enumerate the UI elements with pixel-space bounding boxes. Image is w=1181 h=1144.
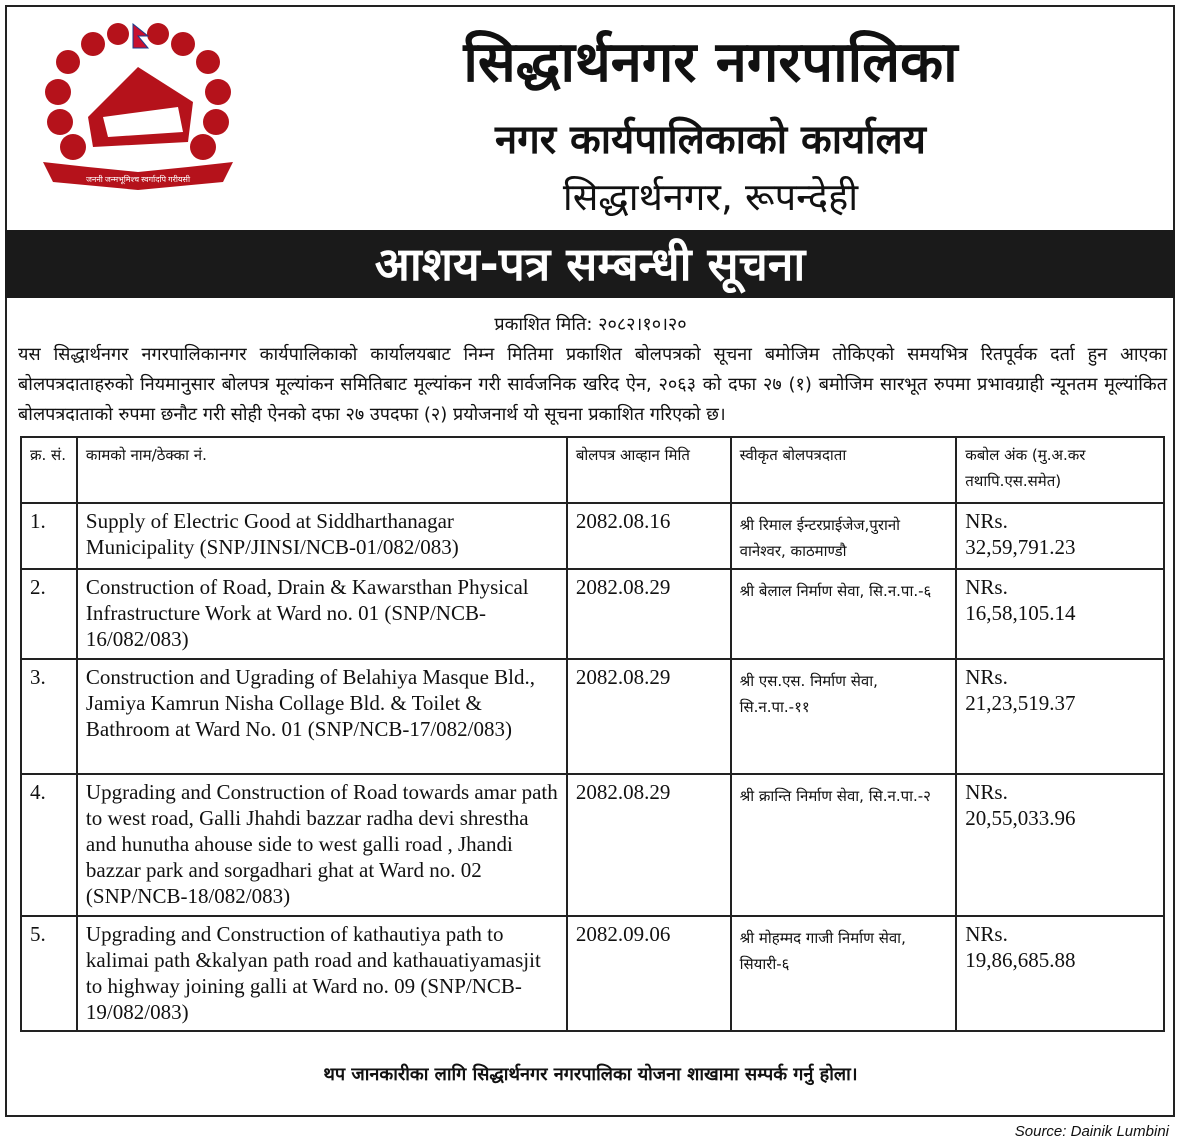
notice-body: यस सिद्धार्थनगर नगरपालिकानगर कार्यपालिकाको कार्यालयबाट निम्न मितिमा प्रकाशित बोलपत्रको सूचना बमोजिम तोकिएको समयभित्र रितपूर्वक दर्ता हुन आएका बोलपत्रदाताहरुको नियमानुसार बोलपत्र मूल्यांकन समितिबाट मूल्यांकन गरी सार्वजनिक खरिद ऐन, २०६३ को दफा २७ (१) बमोजिम सारभूत रुपमा प्रभावग्राही न्यूनतम मूल्यांकित बोलपत्रदाताको रुपमा छनौट गरी सोही ऐनको दफा २७ उपदफा (२) प्रयोजनार्थ यो सूचना प्रकाशित गरिएको छ।	[18, 344, 1167, 425]
amount-value: 19,86,685.88	[965, 948, 1076, 972]
amount-value: 32,59,791.23	[965, 535, 1076, 559]
table-row	[21, 916, 1164, 1031]
cell-sn: 4.	[21, 774, 77, 916]
amount-prefix: NRs.	[965, 922, 1008, 946]
cell-work: Supply of Electric Good at Siddharthanagar Municipality (SNP/JINSI/NCB-01/082/083)	[77, 503, 567, 569]
cell-amount	[956, 774, 1164, 916]
header-work: कामको नाम/ठेक्का नं.	[77, 437, 567, 503]
cell-amount	[956, 916, 1164, 1031]
cell-date: 2082.08.29	[567, 774, 731, 916]
award-table	[20, 436, 1165, 1032]
emblem-motto: जननी जन्मभूमिश्च स्वर्गादपि गरीयसी	[85, 175, 191, 184]
cell-work: Upgrading and Construction of Road towards amar path to west road, Galli Jhahdi bazzar radha devi shrestha and hunutha ahouse side to west galli road , Jhandi bazzar park and sorgadhari ghat at Ward no. 02 (SNP/NCB-18/082/083)	[77, 774, 567, 916]
notice-title: आशय-पत्र सम्बन्धी सूचना	[5, 230, 1175, 298]
amount-prefix: NRs.	[965, 575, 1008, 599]
header-bidder: स्वीकृत बोलपत्रदाता	[731, 437, 957, 503]
cell-bidder: श्री क्रान्ति निर्माण सेवा, सि.न.पा.-२	[731, 774, 957, 916]
cell-sn: 1.	[21, 503, 77, 569]
table-header-row	[21, 437, 1164, 503]
cell-sn: 5.	[21, 916, 77, 1031]
amount-prefix: NRs.	[965, 509, 1008, 533]
source-credit: Source: Dainik Lumbini	[1014, 1123, 1169, 1140]
cell-bidder: श्री मोहम्मद गाजी निर्माण सेवा, सियारी-६	[731, 916, 957, 1031]
table-row	[21, 503, 1164, 569]
location: सिद्धार्थनगर, रूपन्देही	[562, 175, 859, 219]
cell-amount	[956, 659, 1164, 774]
cell-date: 2082.08.29	[567, 659, 731, 774]
cell-amount	[956, 503, 1164, 569]
amount-value: 21,23,519.37	[965, 691, 1076, 715]
cell-date: 2082.09.06	[567, 916, 731, 1031]
office-title: नगर कार्यपालिकाको कार्यालय	[495, 117, 926, 163]
cell-bidder: श्री एस.एस. निर्माण सेवा, सि.न.पा.-११	[731, 659, 957, 774]
cell-work: Upgrading and Construction of kathautiya path to kalimai path &kalyan path road and kathauatiyamasjit to highway joining galli at Ward no. 09 (SNP/NCB-19/082/083)	[77, 916, 567, 1031]
table-row	[21, 659, 1164, 774]
nepal-emblem-logo	[38, 22, 238, 197]
cell-sn: 3.	[21, 659, 77, 774]
cell-date: 2082.08.29	[567, 569, 731, 659]
cell-date: 2082.08.16	[567, 503, 731, 569]
cell-work: Construction and Ugrading of Belahiya Masque Bld., Jamiya Kamrun Nisha Collage Bld. & Toilet & Bathroom at Ward No. 01 (SNP/NCB-17/082/083)	[77, 659, 567, 774]
cell-amount	[956, 569, 1164, 659]
amount-value: 20,55,033.96	[965, 806, 1076, 830]
table-row	[21, 569, 1164, 659]
header-amount: कबोल अंक (मु.अ.कर तथापि.एस.समेत)	[956, 437, 1164, 503]
cell-bidder: श्री बेलाल निर्माण सेवा, सि.न.पा.-६	[731, 569, 957, 659]
cell-bidder: श्री रिमाल ईन्टरप्राईजेज,पुरानो वानेश्वर, काठमाण्डौ	[731, 503, 957, 569]
cell-work: Construction of Road, Drain & Kawarsthan Physical Infrastructure Work at Ward no. 01 (SNP/NCB-16/082/083)	[77, 569, 567, 659]
amount-prefix: NRs.	[965, 780, 1008, 804]
amount-value: 16,58,105.14	[965, 601, 1076, 625]
footer-contact-note: थप जानकारीका लागि सिद्धार्थनगर नगरपालिका योजना शाखामा सम्पर्क गर्नु होला।	[323, 1064, 858, 1085]
header-sn: क्र. सं.	[21, 437, 77, 503]
municipality-title: सिद्धार्थनगर नगरपालिका	[463, 30, 958, 95]
cell-sn: 2.	[21, 569, 77, 659]
header-date: बोलपत्र आव्हान मिति	[567, 437, 731, 503]
amount-prefix: NRs.	[965, 665, 1008, 689]
published-date: प्रकाशित मिति: २०८२।१०।२०	[494, 314, 687, 335]
table-row	[21, 774, 1164, 916]
